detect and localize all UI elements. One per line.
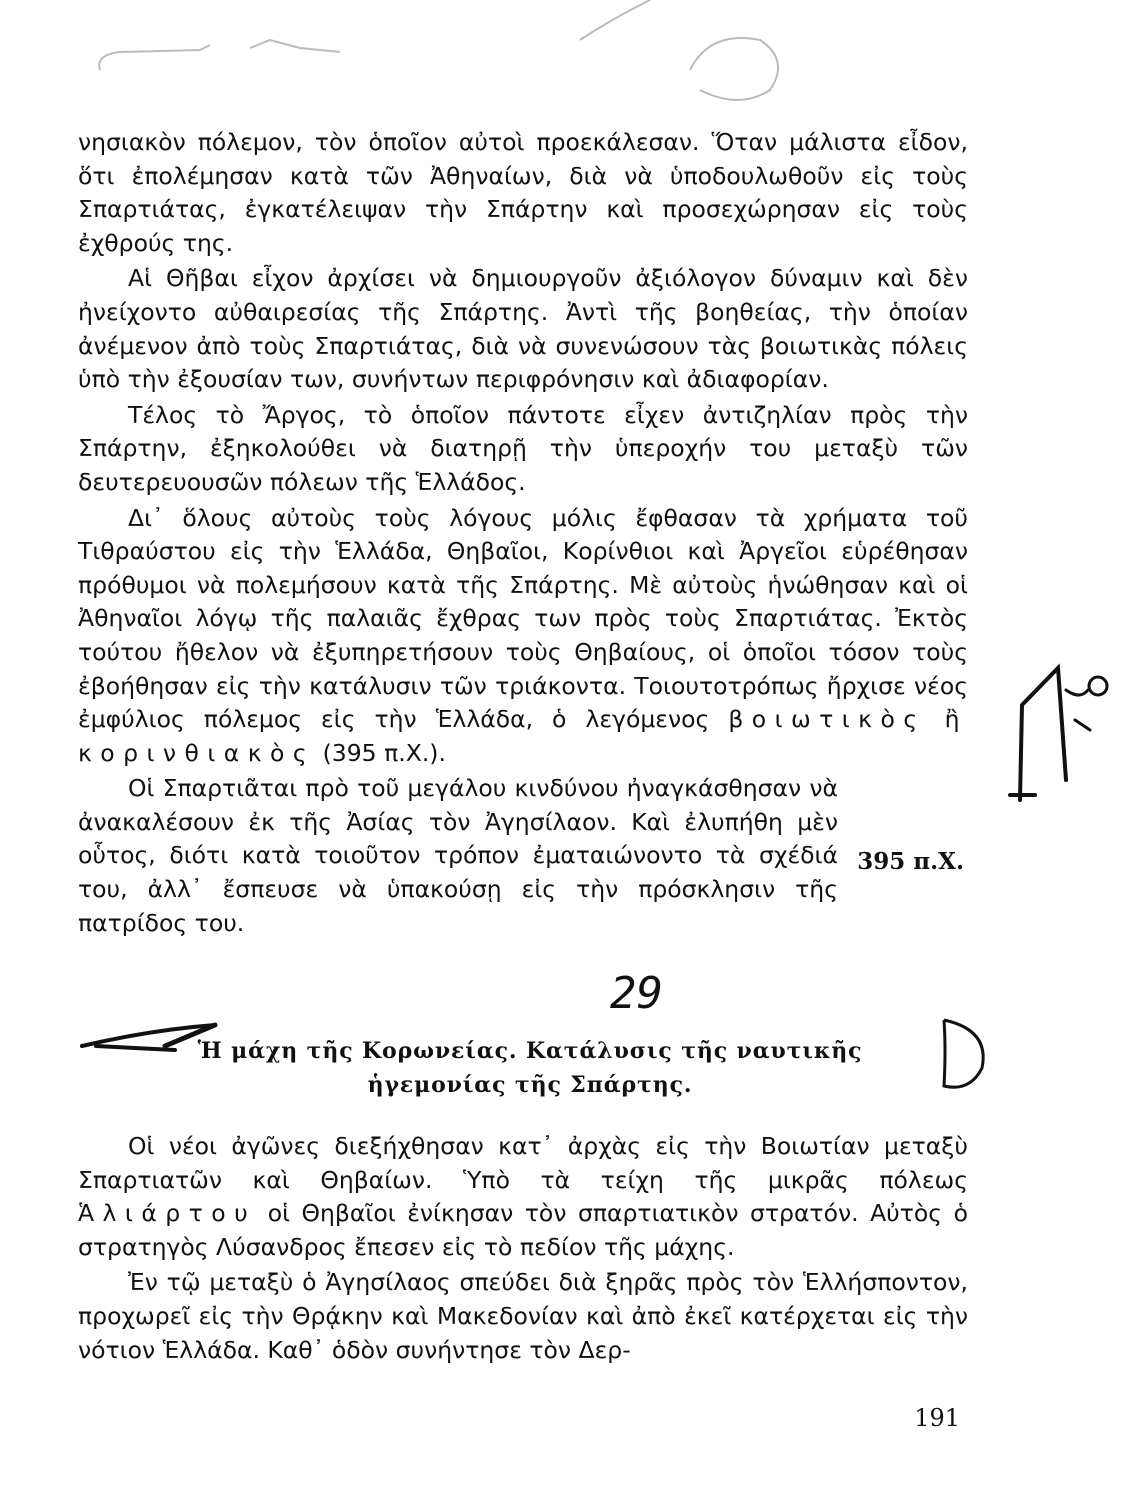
paragraph-4-date: (395 π.Χ.).: [322, 738, 446, 767]
paragraph-6-text-a: Οἱ νέοι ἀγῶνες διεξήχθησαν κατ᾽ ἀρχὰς εἰς τὴν Βοιωτίαν μεταξὺ Σπαρτιατῶν καὶ Θηβαίων. Ὑπὸ τὰ τείχη τῆς μικρᾶς πόλεως: [78, 1132, 968, 1194]
page-number: 191: [914, 1404, 960, 1432]
paragraph-5: Οἱ Σπαρτιᾶται πρὸ τοῦ μεγάλου κινδύνου ἠναγκάσθησαν νὰ ἀνακαλέσουν ἐκ τῆς Ἀσίας τὸν Ἀγησίλαον. Καὶ ἐλυπήθη μὲν οὗτος, διότι κατὰ τοιοῦτον τρόπον ἐματαιώνοντο τὰ σχέδιά του, ἀλλ᾽ ἔσπευσε νὰ ὑπακούσῃ εἰς τὴν πρόσκλησιν τῆς πατρίδος του.: [78, 774, 838, 937]
stick-figure-doodle: [1010, 668, 1107, 800]
paragraph-6: [78, 1130, 968, 1264]
paragraph-2: Αἱ Θῆβαι εἶχον ἀρχίσει νὰ δημιουργοῦν ἀξιόλογον δύναμιν καὶ δὲν ἠνείχοντο αὐθαιρεσίας τῆς Σπάρτης. Ἀντὶ τῆς βοηθείας, τὴν ὁποίαν ἀνέμενον ἀπὸ τοὺς Σπαρτιάτας, διὰ νὰ συνενώσουν τὰς βοιωτικὰς πόλεις ὑπὸ τὴν ἐξουσίαν των, συνήντων περιφρόνησιν καὶ ἀδιαφορίαν.: [78, 264, 968, 394]
paragraph-7: Ἐν τῷ μεταξὺ ὁ Ἀγησίλαος σπεύδει διὰ ξηρᾶς πρὸς τὸν Ἑλλήσποντον, προχωρεῖ εἰς τὴν Θρᾴκην καὶ Μακεδονίαν καὶ ἀπὸ ἐκεῖ κατέρχεται εἰς τὴν νότιον Ἑλλάδα. Καθ᾽ ὁδὸν συνήντησε τὸν Δερ-: [78, 1268, 968, 1364]
paragraph-6-text-b: οἱ Θηβαῖοι ἐνίκησαν τὸν σπαρτιατικὸν στρατόν. Αὐτὸς ὁ στρατηγὸς Λύσανδρος ἔπεσεν εἰς τὸ πεδίον τῆς μάχης.: [78, 1199, 968, 1261]
term-corinthian: κορινθιακὸς: [78, 738, 316, 767]
term-or: ἢ: [944, 705, 968, 734]
main-text-bottom: [78, 1130, 968, 1367]
paragraph-4-text-a: Δι᾽ ὅλους αὐτοὺς τοὺς λόγους μόλις ἔφθασαν τὰ χρήματα τοῦ Τιθραύστου εἰς τὴν Ἑλλάδα, Θηβαῖοι, Κορίνθιοι καὶ Ἀργεῖοι εὑρέθησαν πρόθυμοι νὰ πολεμήσουν κατὰ τῆς Σπάρτης. Μὲ αὐτοὺς ἡνώθησαν καὶ οἱ Ἀθηναῖοι λόγῳ τῆς παλαιᾶς ἔχθρας των πρὸς τοὺς Σπαρτιάτας. Ἐκτὸς τούτου ἤθελον νὰ ἐξυπηρετήσουν τοὺς Θηβαίους, οἱ ὁποῖοι τόσον τοὺς ἐβοήθησαν εἰς τὴν κατάλυσιν τῶν τριάκοντα. Τοιουτοτρόπως ἤρχισε νέος ἐμφύλιος πόλεμος εἰς τὴν Ἑλλάδα, ὁ λεγόμενος: [78, 503, 968, 734]
term-haliartos: Ἁλιάρτου: [78, 1199, 257, 1228]
faint-top-doodle: [99, 0, 778, 100]
section-heading: [110, 1034, 950, 1102]
section-heading-line-2: ἡγεμονίας τῆς Σπάρτης.: [367, 1072, 693, 1098]
term-boeotian: βοιωτικὸς: [728, 705, 926, 734]
paragraph-1: νησιακὸν πόλεμον, τὸν ὁποῖον αὐτοὶ προεκάλεσαν. Ὅταν μάλιστα εἶδον, ὅτι ἐπολέμησαν κατὰ τῶν Ἀθηναίων, διὰ νὰ ὑποδουλωθοῦν εἰς τοὺς Σπαρτιάτας, ἐγκατέλειψαν τὴν Σπάρτην καὶ προσεχώρησαν εἰς τοὺς ἐχθρούς της.: [78, 128, 968, 257]
paragraph-4: [78, 502, 968, 771]
handwritten-number: 29: [610, 968, 663, 1019]
margin-date-label: 395 π.Χ.: [857, 848, 964, 875]
main-text-top: [78, 126, 968, 940]
section-heading-line-1: Ἡ μάχη τῆς Κορωνείας. Κατάλυσις τῆς ναυτικῆς: [197, 1038, 863, 1064]
paragraph-3: Τέλος τὸ Ἄργος, τὸ ὁποῖον πάντοτε εἶχεν ἀντιζηλίαν πρὸς τὴν Σπάρτην, ἐξηκολούθει νὰ διατηρῇ τὴν ὑπεροχήν του μεταξὺ τῶν δευτερευουσῶν πόλεων τῆς Ἑλλάδος.: [78, 400, 968, 496]
